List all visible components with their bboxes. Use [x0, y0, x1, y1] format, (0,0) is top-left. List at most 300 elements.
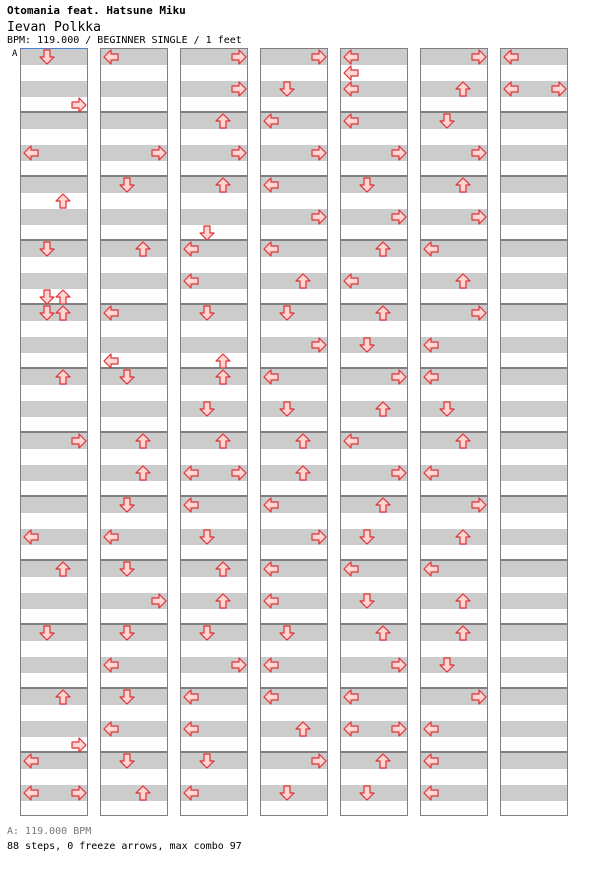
- beat-band: [341, 241, 407, 257]
- right-arrow-icon: [71, 737, 87, 753]
- left-arrow-icon: [183, 241, 199, 257]
- up-arrow-icon: [55, 561, 71, 577]
- measure: [100, 688, 168, 752]
- up-arrow-icon: [55, 369, 71, 385]
- left-arrow-icon: [263, 657, 279, 673]
- right-arrow-icon: [391, 369, 407, 385]
- beat-band: [261, 273, 327, 289]
- beat-band: [501, 113, 567, 129]
- left-arrow-icon: [23, 753, 39, 769]
- right-arrow-icon: [311, 337, 327, 353]
- measure: [420, 496, 488, 560]
- up-arrow-icon: [135, 433, 151, 449]
- measure: [420, 624, 488, 688]
- measure: [100, 496, 168, 560]
- right-arrow-icon: [471, 145, 487, 161]
- measure: [100, 48, 168, 112]
- chart-column: [20, 48, 88, 816]
- left-arrow-icon: [183, 465, 199, 481]
- down-arrow-icon: [39, 289, 55, 305]
- beat-band: [101, 273, 167, 289]
- measure: [100, 240, 168, 304]
- measure: [180, 752, 248, 816]
- left-arrow-icon: [343, 689, 359, 705]
- measure: [420, 432, 488, 496]
- beat-band: [501, 241, 567, 257]
- measure: [260, 496, 328, 560]
- measure: [20, 368, 88, 432]
- beat-band: [501, 625, 567, 641]
- measure: [500, 240, 568, 304]
- up-arrow-icon: [215, 353, 231, 369]
- beat-band: [101, 81, 167, 97]
- beat-band: [101, 465, 167, 481]
- left-arrow-icon: [263, 497, 279, 513]
- down-arrow-icon: [199, 305, 215, 321]
- down-arrow-icon: [279, 305, 295, 321]
- beat-band: [21, 465, 87, 481]
- up-arrow-icon: [215, 177, 231, 193]
- measure: [340, 48, 408, 112]
- left-arrow-icon: [343, 721, 359, 737]
- beat-band: [181, 561, 247, 577]
- beat-band: [501, 785, 567, 801]
- measure: [260, 752, 328, 816]
- up-arrow-icon: [215, 369, 231, 385]
- measure: [260, 48, 328, 112]
- beat-band: [501, 721, 567, 737]
- left-arrow-icon: [343, 273, 359, 289]
- beat-band: [501, 753, 567, 769]
- measure: [180, 432, 248, 496]
- beat-band: [101, 785, 167, 801]
- beat-band: [101, 113, 167, 129]
- beat-band: [181, 369, 247, 385]
- beat-band: [421, 273, 487, 289]
- measure: [20, 240, 88, 304]
- measure: [260, 560, 328, 624]
- right-arrow-icon: [231, 49, 247, 65]
- left-arrow-icon: [343, 433, 359, 449]
- left-arrow-icon: [23, 785, 39, 801]
- beat-band: [21, 337, 87, 353]
- measure: [180, 240, 248, 304]
- left-arrow-icon: [343, 49, 359, 65]
- beat-band: [21, 113, 87, 129]
- left-arrow-icon: [183, 785, 199, 801]
- beat-band: [21, 657, 87, 673]
- right-arrow-icon: [231, 465, 247, 481]
- down-arrow-icon: [199, 529, 215, 545]
- left-arrow-icon: [23, 145, 39, 161]
- up-arrow-icon: [55, 289, 71, 305]
- measure: [340, 688, 408, 752]
- down-arrow-icon: [199, 625, 215, 641]
- measure: [500, 176, 568, 240]
- beat-band: [421, 529, 487, 545]
- left-arrow-icon: [263, 241, 279, 257]
- chart-column: [500, 48, 568, 816]
- right-arrow-icon: [471, 689, 487, 705]
- up-arrow-icon: [455, 273, 471, 289]
- right-arrow-icon: [311, 145, 327, 161]
- beat-band: [421, 593, 487, 609]
- beat-band: [501, 433, 567, 449]
- up-arrow-icon: [455, 81, 471, 97]
- beat-band: [181, 209, 247, 225]
- beat-band: [21, 721, 87, 737]
- down-arrow-icon: [439, 657, 455, 673]
- beat-band: [341, 497, 407, 513]
- left-arrow-icon: [183, 273, 199, 289]
- left-arrow-icon: [263, 561, 279, 577]
- left-arrow-icon: [263, 689, 279, 705]
- down-arrow-icon: [359, 337, 375, 353]
- left-arrow-icon: [423, 721, 439, 737]
- measure: [340, 112, 408, 176]
- chart-column: [260, 48, 328, 816]
- measure: [20, 48, 88, 112]
- up-arrow-icon: [375, 753, 391, 769]
- left-arrow-icon: [423, 337, 439, 353]
- chart-column: [420, 48, 488, 816]
- right-arrow-icon: [471, 497, 487, 513]
- right-arrow-icon: [391, 657, 407, 673]
- measure: [20, 304, 88, 368]
- down-arrow-icon: [279, 81, 295, 97]
- up-arrow-icon: [55, 305, 71, 321]
- down-arrow-icon: [359, 785, 375, 801]
- chart-column: [340, 48, 408, 816]
- measure: [260, 688, 328, 752]
- right-arrow-icon: [151, 145, 167, 161]
- down-arrow-icon: [119, 497, 135, 513]
- up-arrow-icon: [135, 241, 151, 257]
- measure: [420, 560, 488, 624]
- down-arrow-icon: [279, 785, 295, 801]
- measure: [500, 624, 568, 688]
- up-arrow-icon: [375, 401, 391, 417]
- left-arrow-icon: [423, 369, 439, 385]
- beat-band: [101, 401, 167, 417]
- beat-band: [501, 305, 567, 321]
- measure: [500, 304, 568, 368]
- measure: [260, 624, 328, 688]
- up-arrow-icon: [455, 177, 471, 193]
- measure: [260, 240, 328, 304]
- measure: [340, 752, 408, 816]
- down-arrow-icon: [359, 177, 375, 193]
- up-arrow-icon: [215, 561, 231, 577]
- measure: [100, 560, 168, 624]
- up-arrow-icon: [135, 465, 151, 481]
- right-arrow-icon: [391, 721, 407, 737]
- measure: [500, 368, 568, 432]
- measure: [260, 176, 328, 240]
- measure: [500, 560, 568, 624]
- beat-band: [501, 465, 567, 481]
- measure: [340, 496, 408, 560]
- beat-band: [501, 369, 567, 385]
- measure: [20, 112, 88, 176]
- left-arrow-icon: [263, 593, 279, 609]
- beat-band: [21, 401, 87, 417]
- left-arrow-icon: [343, 81, 359, 97]
- measure: [180, 304, 248, 368]
- measure: [420, 48, 488, 112]
- left-arrow-icon: [503, 49, 519, 65]
- beat-band: [341, 401, 407, 417]
- up-arrow-icon: [295, 273, 311, 289]
- right-arrow-icon: [151, 593, 167, 609]
- down-arrow-icon: [39, 625, 55, 641]
- left-arrow-icon: [183, 721, 199, 737]
- up-arrow-icon: [295, 721, 311, 737]
- beat-band: [101, 337, 167, 353]
- right-arrow-icon: [391, 209, 407, 225]
- beat-band: [501, 593, 567, 609]
- left-arrow-icon: [103, 49, 119, 65]
- measure: [20, 752, 88, 816]
- measure: [500, 752, 568, 816]
- beat-band: [101, 209, 167, 225]
- down-arrow-icon: [359, 529, 375, 545]
- left-arrow-icon: [103, 353, 119, 369]
- beat-band: [101, 241, 167, 257]
- up-arrow-icon: [375, 241, 391, 257]
- measure: [420, 688, 488, 752]
- left-arrow-icon: [183, 497, 199, 513]
- measure: [100, 624, 168, 688]
- down-arrow-icon: [119, 561, 135, 577]
- chart-column: [100, 48, 168, 816]
- beat-band: [181, 337, 247, 353]
- right-arrow-icon: [471, 209, 487, 225]
- up-arrow-icon: [375, 305, 391, 321]
- chart-column: [180, 48, 248, 816]
- measure: [100, 368, 168, 432]
- down-arrow-icon: [199, 401, 215, 417]
- left-arrow-icon: [343, 113, 359, 129]
- down-arrow-icon: [279, 401, 295, 417]
- measure: [260, 112, 328, 176]
- up-arrow-icon: [55, 689, 71, 705]
- down-arrow-icon: [119, 369, 135, 385]
- left-arrow-icon: [423, 561, 439, 577]
- beat-band: [181, 433, 247, 449]
- measure: [100, 304, 168, 368]
- left-arrow-icon: [183, 689, 199, 705]
- down-arrow-icon: [199, 753, 215, 769]
- measure: [260, 368, 328, 432]
- up-arrow-icon: [455, 433, 471, 449]
- beat-band: [421, 177, 487, 193]
- up-arrow-icon: [215, 593, 231, 609]
- up-arrow-icon: [375, 497, 391, 513]
- left-arrow-icon: [103, 721, 119, 737]
- up-arrow-icon: [295, 433, 311, 449]
- beat-band: [501, 689, 567, 705]
- left-arrow-icon: [423, 753, 439, 769]
- down-arrow-icon: [39, 49, 55, 65]
- measure: [180, 368, 248, 432]
- down-arrow-icon: [439, 401, 455, 417]
- right-arrow-icon: [471, 49, 487, 65]
- beat-band: [501, 401, 567, 417]
- measure: [20, 496, 88, 560]
- measure: [500, 48, 568, 112]
- measure: [500, 112, 568, 176]
- measure: [420, 304, 488, 368]
- measure: [20, 432, 88, 496]
- beat-band: [21, 369, 87, 385]
- beat-band: [21, 561, 87, 577]
- measure: [20, 560, 88, 624]
- beat-band: [181, 113, 247, 129]
- up-arrow-icon: [135, 785, 151, 801]
- song-artist: Otomania feat. Hatsune Miku: [7, 4, 186, 17]
- measure: [100, 176, 168, 240]
- beat-band: [341, 305, 407, 321]
- measure: [500, 688, 568, 752]
- beat-band: [501, 209, 567, 225]
- chart-info: BPM: 119.000 / BEGINNER SINGLE / 1 feet: [7, 35, 242, 46]
- down-arrow-icon: [39, 241, 55, 257]
- beat-band: [21, 497, 87, 513]
- measure: [180, 48, 248, 112]
- measure: [340, 368, 408, 432]
- beat-band: [21, 209, 87, 225]
- measure: [340, 240, 408, 304]
- beat-band: [501, 145, 567, 161]
- left-arrow-icon: [103, 305, 119, 321]
- bpm-legend: A: 119.000 BPM: [7, 826, 92, 837]
- beat-band: [421, 433, 487, 449]
- measure: [500, 432, 568, 496]
- down-arrow-icon: [119, 689, 135, 705]
- measure: [420, 368, 488, 432]
- left-arrow-icon: [343, 561, 359, 577]
- right-arrow-icon: [71, 785, 87, 801]
- up-arrow-icon: [55, 193, 71, 209]
- down-arrow-icon: [439, 113, 455, 129]
- measure: [180, 176, 248, 240]
- beat-band: [261, 465, 327, 481]
- right-arrow-icon: [391, 145, 407, 161]
- beat-band: [501, 177, 567, 193]
- measure: [340, 304, 408, 368]
- measure: [420, 240, 488, 304]
- chart-stats: 88 steps, 0 freeze arrows, max combo 97: [7, 841, 242, 852]
- beat-band: [501, 337, 567, 353]
- down-arrow-icon: [279, 625, 295, 641]
- measure: [260, 432, 328, 496]
- beat-band: [421, 625, 487, 641]
- beat-band: [501, 657, 567, 673]
- beat-band: [501, 273, 567, 289]
- measure: [100, 752, 168, 816]
- beat-band: [21, 81, 87, 97]
- right-arrow-icon: [311, 49, 327, 65]
- beat-band: [341, 753, 407, 769]
- up-arrow-icon: [455, 529, 471, 545]
- beat-band: [181, 593, 247, 609]
- right-arrow-icon: [71, 433, 87, 449]
- down-arrow-icon: [119, 177, 135, 193]
- right-arrow-icon: [311, 529, 327, 545]
- beat-band: [21, 689, 87, 705]
- beat-band: [261, 433, 327, 449]
- right-arrow-icon: [311, 209, 327, 225]
- measure: [100, 432, 168, 496]
- left-arrow-icon: [343, 65, 359, 81]
- right-arrow-icon: [471, 305, 487, 321]
- up-arrow-icon: [215, 433, 231, 449]
- left-arrow-icon: [423, 785, 439, 801]
- left-arrow-icon: [503, 81, 519, 97]
- down-arrow-icon: [39, 305, 55, 321]
- beat-band: [421, 81, 487, 97]
- measure: [20, 688, 88, 752]
- measure: [180, 112, 248, 176]
- left-arrow-icon: [263, 113, 279, 129]
- down-arrow-icon: [199, 225, 215, 241]
- beat-band: [21, 273, 87, 289]
- up-arrow-icon: [215, 113, 231, 129]
- measure: [180, 624, 248, 688]
- right-arrow-icon: [231, 81, 247, 97]
- left-arrow-icon: [103, 529, 119, 545]
- beat-band: [501, 561, 567, 577]
- right-arrow-icon: [231, 657, 247, 673]
- beat-band: [501, 529, 567, 545]
- up-arrow-icon: [455, 593, 471, 609]
- beat-band: [21, 593, 87, 609]
- bpm-change-marker: A: [12, 49, 18, 59]
- right-arrow-icon: [391, 465, 407, 481]
- beat-band: [21, 177, 87, 193]
- measure: [340, 560, 408, 624]
- measure: [260, 304, 328, 368]
- measure: [180, 688, 248, 752]
- measure: [340, 624, 408, 688]
- right-arrow-icon: [311, 753, 327, 769]
- measure: [180, 560, 248, 624]
- measure: [100, 112, 168, 176]
- left-arrow-icon: [23, 529, 39, 545]
- right-arrow-icon: [71, 97, 87, 113]
- beat-band: [341, 625, 407, 641]
- beat-band: [501, 497, 567, 513]
- left-arrow-icon: [423, 241, 439, 257]
- measure: [420, 112, 488, 176]
- left-arrow-icon: [263, 369, 279, 385]
- measure: [20, 624, 88, 688]
- down-arrow-icon: [119, 625, 135, 641]
- song-title: Ievan Polkka: [7, 20, 101, 35]
- down-arrow-icon: [119, 753, 135, 769]
- left-arrow-icon: [103, 657, 119, 673]
- beat-band: [101, 433, 167, 449]
- bpm-change-line: [20, 48, 88, 49]
- left-arrow-icon: [263, 177, 279, 193]
- measure: [340, 176, 408, 240]
- measure: [420, 176, 488, 240]
- measure: [20, 176, 88, 240]
- measure: [180, 496, 248, 560]
- right-arrow-icon: [551, 81, 567, 97]
- measure: [340, 432, 408, 496]
